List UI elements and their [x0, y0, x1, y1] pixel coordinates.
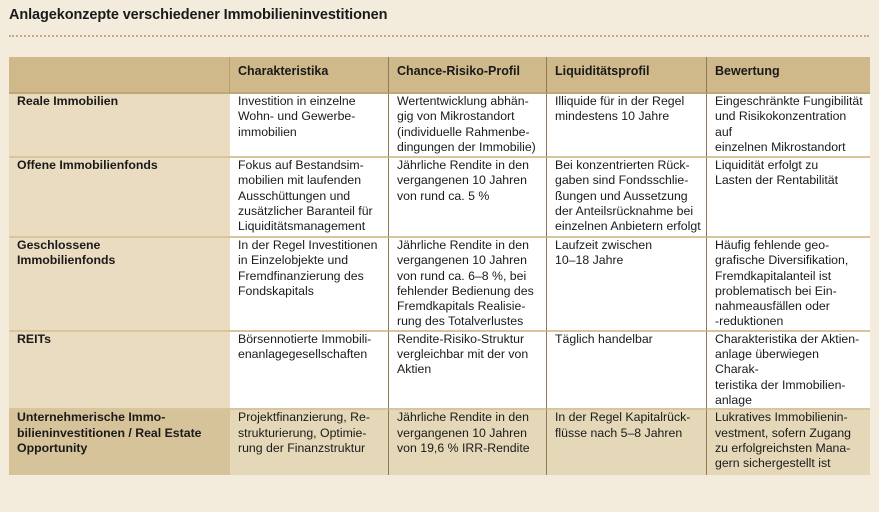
table-cell: Laufzeit zwischen 10–18 Jahre — [547, 238, 707, 332]
table-row — [9, 238, 870, 332]
header-row — [9, 57, 870, 94]
table-cell: Lukratives Immobilienin- vestment, sofern Zugang zu erfolgreichsten Mana- gern sichergestellt ist — [707, 410, 870, 475]
table-cell: Jährliche Rendite in den vergangenen 10 Jahren von rund ca. 5 % — [389, 158, 547, 238]
table-cell: Illiquide für in der Regel mindestens 10 Jahre — [547, 94, 707, 158]
header-empty — [9, 57, 230, 94]
header-charakteristika: Charakteristika — [230, 57, 389, 94]
table-cell: Täglich handelbar — [547, 332, 707, 410]
table-cell: In der Regel Kapitalrück- flüsse nach 5–8 Jahren — [547, 410, 707, 475]
table-cell: Charakteristika der Aktien- anlage überwiegen Charak- teristika der Immobilien- anlage — [707, 332, 870, 410]
table-cell: Häufig fehlende geo- grafische Diversifikation, Fremdkapitalanteil ist problematisch bei Ein- nahmeausfällen oder -reduktionen — [707, 238, 870, 332]
table-cell: Wertentwicklung abhän- gig von Mikrostandort (individuelle Rahmenbe- dingungen der Immobilie) — [389, 94, 547, 158]
row-label: Reale Immobilien — [9, 94, 230, 158]
table-row-highlighted — [9, 410, 870, 475]
dotted-divider — [9, 35, 869, 37]
table-cell: Investition in einzelne Wohn- und Gewerbe- immobilien — [230, 94, 389, 158]
table-cell: Börsennotierte Immobili- enanlagegesellschaften — [230, 332, 389, 410]
table-row — [9, 94, 870, 158]
table-cell: In der Regel Investitionen in Einzelobjekte und Fremdfinanzierung des Fondskapitals — [230, 238, 389, 332]
table-cell: Fokus auf Bestandsim- mobilien mit laufenden Ausschüttungen und zusätzlicher Baranteil für Liquiditätsmanagement — [230, 158, 389, 238]
table-cell: Bei konzentrierten Rück- gaben sind Fondsschlie- ßungen und Aussetzung der Anteilsrücknahme bei einzelnen Anbietern erfolgt — [547, 158, 707, 238]
table-cell: Jährliche Rendite in den vergangenen 10 Jahren von 19,6 % IRR-Rendite — [389, 410, 547, 475]
table-cell: Liquidität erfolgt zu Lasten der Rentabilität — [707, 158, 870, 238]
table-row — [9, 332, 870, 410]
header-chance-risiko-profil: Chance-Risiko-Profil — [389, 57, 547, 94]
page-title: Anlagekonzepte verschiedener Immobilieninvestitionen — [9, 7, 388, 23]
row-label: Geschlossene Immobilienfonds — [9, 238, 230, 332]
table-cell: Eingeschränkte Fungibilität und Risikokonzentration auf einzelnen Mikrostandort — [707, 94, 870, 158]
table-cell: Jährliche Rendite in den vergangenen 10 Jahren von rund ca. 6–8 %, bei fehlender Bedienung des Fremdkapitals Realisie- rung des Totalverlustes — [389, 238, 547, 332]
row-label: Unternehmerische Immo- bilieninvestitionen / Real Estate Opportunity — [9, 410, 230, 475]
header-bewertung: Bewertung — [707, 57, 870, 94]
row-label: Offene Immobilienfonds — [9, 158, 230, 238]
row-label: REITs — [9, 332, 230, 410]
table-cell: Rendite-Risiko-Struktur vergleichbar mit der von Aktien — [389, 332, 547, 410]
table-row — [9, 158, 870, 238]
comparison-table — [9, 57, 870, 475]
table-cell: Projektfinanzierung, Re- strukturierung, Optimie- rung der Finanzstruktur — [230, 410, 389, 475]
header-liquiditaetsprofil: Liquiditätsprofil — [547, 57, 707, 94]
